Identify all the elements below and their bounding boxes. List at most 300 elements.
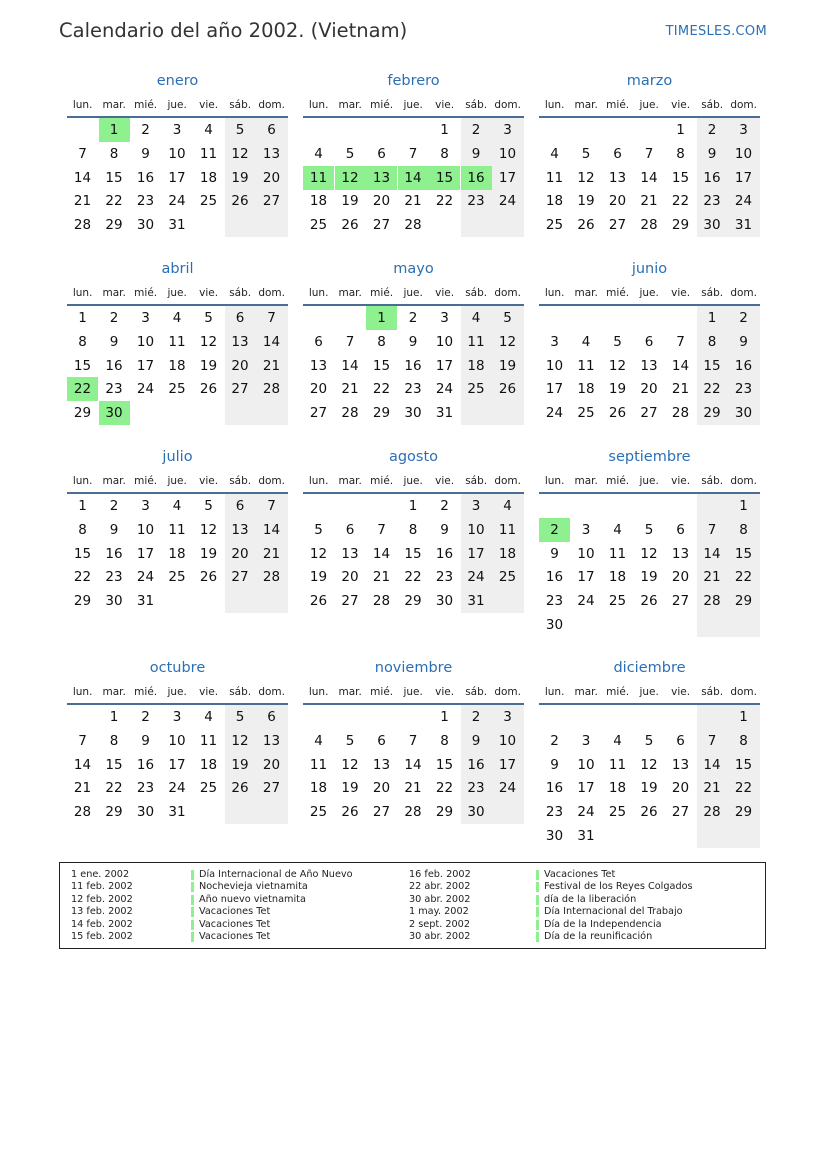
day-cell[interactable]: 22 bbox=[105, 780, 123, 797]
day-cell[interactable]: 4 bbox=[172, 310, 182, 326]
day-cell[interactable]: 3 bbox=[471, 498, 481, 514]
day-cell[interactable]: 10 bbox=[498, 732, 517, 749]
day-cell[interactable]: 16 bbox=[404, 357, 422, 374]
day-cell[interactable]: 3 bbox=[581, 732, 591, 749]
day-cell[interactable]: 27 bbox=[309, 405, 328, 422]
day-cell[interactable]: 8 bbox=[676, 145, 685, 162]
day-cell[interactable]: 21 bbox=[404, 780, 422, 797]
day-cell[interactable]: 2 bbox=[739, 310, 748, 326]
day-cell[interactable]: 18 bbox=[168, 357, 186, 374]
day-cell[interactable]: 14 bbox=[372, 545, 391, 562]
day-cell[interactable]: 15 bbox=[734, 545, 753, 562]
day-cell[interactable]: 5 bbox=[314, 521, 323, 538]
day-cell[interactable]: 8 bbox=[739, 521, 748, 538]
day-cell[interactable]: 12 bbox=[498, 333, 517, 350]
holiday-day-cell[interactable]: 14 bbox=[398, 166, 429, 190]
day-cell[interactable]: 20 bbox=[671, 780, 690, 797]
day-cell[interactable]: 29 bbox=[73, 405, 92, 422]
day-cell[interactable]: 11 bbox=[199, 732, 218, 749]
day-cell[interactable]: 21 bbox=[671, 381, 690, 398]
day-cell[interactable]: 25 bbox=[498, 569, 517, 586]
day-cell[interactable]: 25 bbox=[309, 804, 328, 821]
day-cell[interactable]: 10 bbox=[577, 756, 595, 773]
day-cell[interactable]: 28 bbox=[703, 593, 721, 610]
day-cell[interactable]: 16 bbox=[703, 169, 721, 186]
day-cell[interactable]: 4 bbox=[314, 732, 323, 749]
day-cell[interactable]: 1 bbox=[739, 498, 748, 514]
day-cell[interactable]: 29 bbox=[734, 804, 753, 821]
day-cell[interactable]: 27 bbox=[372, 217, 391, 234]
day-cell[interactable]: 19 bbox=[199, 545, 218, 562]
day-cell[interactable]: 24 bbox=[168, 780, 186, 797]
day-cell[interactable]: 12 bbox=[577, 169, 595, 186]
day-cell[interactable]: 10 bbox=[168, 732, 186, 749]
day-cell[interactable]: 19 bbox=[498, 357, 517, 374]
day-cell[interactable]: 20 bbox=[262, 756, 281, 773]
day-cell[interactable]: 11 bbox=[545, 169, 564, 186]
day-cell[interactable]: 24 bbox=[168, 193, 186, 210]
day-cell[interactable]: 15 bbox=[105, 756, 123, 773]
day-cell[interactable]: 30 bbox=[136, 217, 155, 234]
day-cell[interactable]: 17 bbox=[545, 381, 564, 398]
day-cell[interactable]: 6 bbox=[314, 333, 323, 350]
day-cell[interactable]: 4 bbox=[550, 145, 559, 162]
day-cell[interactable]: 10 bbox=[734, 145, 753, 162]
day-cell[interactable]: 9 bbox=[408, 333, 418, 350]
day-cell[interactable]: 20 bbox=[608, 193, 627, 210]
day-cell[interactable]: 23 bbox=[404, 381, 422, 398]
day-cell[interactable]: 24 bbox=[545, 405, 564, 422]
day-cell[interactable]: 20 bbox=[231, 357, 249, 374]
day-cell[interactable]: 27 bbox=[341, 593, 359, 610]
day-cell[interactable]: 27 bbox=[262, 193, 281, 210]
day-cell[interactable]: 1 bbox=[440, 122, 449, 138]
day-cell[interactable]: 20 bbox=[262, 169, 281, 186]
day-cell[interactable]: 6 bbox=[613, 145, 622, 162]
day-cell[interactable]: 1 bbox=[78, 498, 87, 514]
day-cell[interactable]: 8 bbox=[78, 521, 87, 538]
day-cell[interactable]: 13 bbox=[671, 756, 690, 773]
day-cell[interactable]: 23 bbox=[545, 804, 564, 821]
day-cell[interactable]: 25 bbox=[577, 405, 595, 422]
day-cell[interactable]: 26 bbox=[199, 381, 218, 398]
day-cell[interactable]: 19 bbox=[199, 357, 218, 374]
day-cell[interactable]: 3 bbox=[503, 122, 512, 138]
day-cell[interactable]: 2 bbox=[440, 498, 449, 514]
day-cell[interactable]: 16 bbox=[435, 545, 454, 562]
day-cell[interactable]: 30 bbox=[734, 405, 753, 422]
day-cell[interactable]: 4 bbox=[204, 122, 213, 138]
day-cell[interactable]: 3 bbox=[550, 333, 559, 350]
day-cell[interactable]: 29 bbox=[372, 405, 391, 422]
day-cell[interactable]: 23 bbox=[467, 193, 485, 210]
day-cell[interactable]: 23 bbox=[105, 569, 123, 586]
day-cell[interactable]: 18 bbox=[545, 193, 564, 210]
day-cell[interactable]: 26 bbox=[640, 804, 658, 821]
day-cell[interactable]: 8 bbox=[707, 333, 717, 350]
day-cell[interactable]: 27 bbox=[262, 780, 281, 797]
day-cell[interactable]: 25 bbox=[545, 217, 564, 234]
day-cell[interactable]: 28 bbox=[341, 405, 359, 422]
day-cell[interactable]: 29 bbox=[435, 804, 454, 821]
day-cell[interactable]: 6 bbox=[377, 145, 386, 162]
day-cell[interactable]: 28 bbox=[262, 381, 281, 398]
day-cell[interactable]: 23 bbox=[136, 780, 155, 797]
day-cell[interactable]: 1 bbox=[78, 310, 87, 326]
day-cell[interactable]: 7 bbox=[707, 732, 717, 749]
day-cell[interactable]: 29 bbox=[734, 593, 753, 610]
day-cell[interactable]: 27 bbox=[671, 593, 690, 610]
day-cell[interactable]: 15 bbox=[435, 756, 454, 773]
day-cell[interactable]: 30 bbox=[404, 405, 422, 422]
day-cell[interactable]: 14 bbox=[703, 545, 721, 562]
day-cell[interactable]: 13 bbox=[341, 545, 359, 562]
day-cell[interactable]: 14 bbox=[262, 521, 281, 538]
day-cell[interactable]: 5 bbox=[345, 732, 355, 749]
day-cell[interactable]: 12 bbox=[309, 545, 328, 562]
day-cell[interactable]: 10 bbox=[136, 521, 155, 538]
day-cell[interactable]: 13 bbox=[309, 357, 328, 374]
day-cell[interactable]: 7 bbox=[377, 521, 386, 538]
day-cell[interactable]: 24 bbox=[577, 593, 595, 610]
day-cell[interactable]: 10 bbox=[136, 333, 155, 350]
day-cell[interactable]: 31 bbox=[435, 405, 454, 422]
day-cell[interactable]: 11 bbox=[608, 756, 627, 773]
day-cell[interactable]: 1 bbox=[676, 122, 685, 138]
day-cell[interactable]: 15 bbox=[372, 357, 391, 374]
day-cell[interactable]: 25 bbox=[199, 193, 218, 210]
day-cell[interactable]: 26 bbox=[231, 780, 249, 797]
day-cell[interactable]: 7 bbox=[408, 145, 418, 162]
day-cell[interactable]: 21 bbox=[262, 357, 281, 374]
day-cell[interactable]: 25 bbox=[309, 217, 328, 234]
day-cell[interactable]: 17 bbox=[168, 169, 186, 186]
day-cell[interactable]: 19 bbox=[608, 381, 627, 398]
day-cell[interactable]: 1 bbox=[440, 709, 449, 725]
day-cell[interactable]: 18 bbox=[577, 381, 595, 398]
day-cell[interactable]: 26 bbox=[341, 804, 359, 821]
day-cell[interactable]: 4 bbox=[471, 310, 481, 326]
day-cell[interactable]: 9 bbox=[550, 756, 559, 773]
day-cell[interactable]: 20 bbox=[231, 545, 249, 562]
day-cell[interactable]: 14 bbox=[262, 333, 281, 350]
day-cell[interactable]: 7 bbox=[345, 333, 355, 350]
day-cell[interactable]: 4 bbox=[581, 333, 591, 350]
day-cell[interactable]: 9 bbox=[141, 145, 150, 162]
holiday-day-cell[interactable]: 11 bbox=[303, 166, 334, 190]
day-cell[interactable]: 23 bbox=[136, 193, 155, 210]
day-cell[interactable]: 26 bbox=[498, 381, 517, 398]
day-cell[interactable]: 4 bbox=[204, 709, 213, 725]
day-cell[interactable]: 2 bbox=[471, 122, 481, 138]
day-cell[interactable]: 17 bbox=[577, 780, 595, 797]
day-cell[interactable]: 28 bbox=[73, 804, 92, 821]
day-cell[interactable]: 12 bbox=[199, 521, 218, 538]
day-cell[interactable]: 6 bbox=[644, 333, 654, 350]
holiday-day-cell[interactable]: 1 bbox=[366, 306, 397, 330]
day-cell[interactable]: 2 bbox=[707, 122, 717, 138]
day-cell[interactable]: 21 bbox=[73, 193, 92, 210]
day-cell[interactable]: 21 bbox=[703, 569, 721, 586]
day-cell[interactable]: 29 bbox=[73, 593, 92, 610]
day-cell[interactable]: 22 bbox=[734, 780, 753, 797]
day-cell[interactable]: 5 bbox=[204, 310, 213, 326]
day-cell[interactable]: 26 bbox=[640, 593, 658, 610]
day-cell[interactable]: 12 bbox=[199, 333, 218, 350]
day-cell[interactable]: 3 bbox=[172, 709, 182, 725]
day-cell[interactable]: 3 bbox=[739, 122, 748, 138]
day-cell[interactable]: 29 bbox=[671, 217, 690, 234]
day-cell[interactable]: 24 bbox=[734, 193, 753, 210]
day-cell[interactable]: 14 bbox=[341, 357, 359, 374]
day-cell[interactable]: 11 bbox=[168, 333, 186, 350]
day-cell[interactable]: 18 bbox=[608, 780, 627, 797]
day-cell[interactable]: 15 bbox=[105, 169, 123, 186]
day-cell[interactable]: 18 bbox=[467, 357, 485, 374]
day-cell[interactable]: 30 bbox=[467, 804, 485, 821]
day-cell[interactable]: 21 bbox=[262, 545, 281, 562]
day-cell[interactable]: 15 bbox=[73, 357, 92, 374]
day-cell[interactable]: 11 bbox=[199, 145, 218, 162]
day-cell[interactable]: 7 bbox=[267, 310, 276, 326]
day-cell[interactable]: 22 bbox=[435, 780, 454, 797]
day-cell[interactable]: 21 bbox=[640, 193, 658, 210]
day-cell[interactable]: 15 bbox=[671, 169, 690, 186]
day-cell[interactable]: 23 bbox=[105, 381, 123, 398]
day-cell[interactable]: 16 bbox=[734, 357, 753, 374]
day-cell[interactable]: 4 bbox=[613, 732, 622, 749]
day-cell[interactable]: 8 bbox=[408, 521, 418, 538]
day-cell[interactable]: 19 bbox=[640, 780, 658, 797]
day-cell[interactable]: 16 bbox=[545, 780, 564, 797]
day-cell[interactable]: 2 bbox=[408, 310, 418, 326]
day-cell[interactable]: 30 bbox=[136, 804, 155, 821]
day-cell[interactable]: 10 bbox=[498, 145, 517, 162]
day-cell[interactable]: 29 bbox=[703, 405, 721, 422]
day-cell[interactable]: 17 bbox=[168, 756, 186, 773]
day-cell[interactable]: 31 bbox=[577, 828, 595, 844]
day-cell[interactable]: 9 bbox=[550, 545, 559, 562]
day-cell[interactable]: 2 bbox=[141, 709, 150, 725]
holiday-day-cell[interactable]: 15 bbox=[429, 166, 460, 190]
day-cell[interactable]: 29 bbox=[105, 217, 123, 234]
day-cell[interactable]: 3 bbox=[440, 310, 449, 326]
day-cell[interactable]: 30 bbox=[435, 593, 454, 610]
day-cell[interactable]: 9 bbox=[471, 732, 481, 749]
day-cell[interactable]: 12 bbox=[608, 357, 627, 374]
day-cell[interactable]: 16 bbox=[467, 756, 485, 773]
day-cell[interactable]: 22 bbox=[435, 193, 454, 210]
day-cell[interactable]: 18 bbox=[608, 569, 627, 586]
day-cell[interactable]: 21 bbox=[703, 780, 721, 797]
day-cell[interactable]: 8 bbox=[440, 145, 449, 162]
day-cell[interactable]: 27 bbox=[608, 217, 627, 234]
day-cell[interactable]: 1 bbox=[408, 498, 418, 514]
day-cell[interactable]: 22 bbox=[703, 381, 721, 398]
day-cell[interactable]: 14 bbox=[703, 756, 721, 773]
day-cell[interactable]: 23 bbox=[545, 593, 564, 610]
day-cell[interactable]: 22 bbox=[105, 193, 123, 210]
day-cell[interactable]: 27 bbox=[231, 381, 249, 398]
day-cell[interactable]: 10 bbox=[577, 545, 595, 562]
day-cell[interactable]: 4 bbox=[613, 521, 622, 538]
day-cell[interactable]: 4 bbox=[172, 498, 182, 514]
day-cell[interactable]: 26 bbox=[199, 569, 218, 586]
day-cell[interactable]: 17 bbox=[435, 357, 454, 374]
day-cell[interactable]: 7 bbox=[78, 145, 87, 162]
holiday-day-cell[interactable]: 12 bbox=[335, 166, 366, 190]
day-cell[interactable]: 24 bbox=[435, 381, 454, 398]
day-cell[interactable]: 28 bbox=[671, 405, 690, 422]
day-cell[interactable]: 19 bbox=[640, 569, 658, 586]
day-cell[interactable]: 19 bbox=[309, 569, 328, 586]
day-cell[interactable]: 8 bbox=[440, 732, 449, 749]
day-cell[interactable]: 3 bbox=[503, 709, 512, 725]
day-cell[interactable]: 10 bbox=[435, 333, 454, 350]
day-cell[interactable]: 6 bbox=[676, 521, 685, 538]
day-cell[interactable]: 11 bbox=[309, 756, 328, 773]
day-cell[interactable]: 8 bbox=[739, 732, 748, 749]
day-cell[interactable]: 5 bbox=[235, 709, 245, 725]
day-cell[interactable]: 22 bbox=[372, 381, 391, 398]
day-cell[interactable]: 4 bbox=[314, 145, 323, 162]
day-cell[interactable]: 1 bbox=[707, 310, 717, 326]
day-cell[interactable]: 5 bbox=[581, 145, 591, 162]
day-cell[interactable]: 22 bbox=[734, 569, 753, 586]
day-cell[interactable]: 31 bbox=[467, 593, 485, 610]
day-cell[interactable]: 19 bbox=[577, 193, 595, 210]
day-cell[interactable]: 11 bbox=[608, 545, 627, 562]
day-cell[interactable]: 24 bbox=[577, 804, 595, 821]
day-cell[interactable]: 5 bbox=[204, 498, 213, 514]
day-cell[interactable]: 8 bbox=[377, 333, 386, 350]
day-cell[interactable]: 19 bbox=[231, 169, 249, 186]
day-cell[interactable]: 22 bbox=[404, 569, 422, 586]
day-cell[interactable]: 2 bbox=[141, 122, 150, 138]
day-cell[interactable]: 13 bbox=[671, 545, 690, 562]
day-cell[interactable]: 18 bbox=[199, 756, 218, 773]
day-cell[interactable]: 7 bbox=[707, 521, 717, 538]
day-cell[interactable]: 25 bbox=[168, 381, 186, 398]
day-cell[interactable]: 10 bbox=[168, 145, 186, 162]
day-cell[interactable]: 23 bbox=[435, 569, 454, 586]
day-cell[interactable]: 3 bbox=[141, 310, 150, 326]
day-cell[interactable]: 7 bbox=[267, 498, 276, 514]
day-cell[interactable]: 17 bbox=[136, 357, 155, 374]
day-cell[interactable]: 6 bbox=[235, 498, 245, 514]
day-cell[interactable]: 28 bbox=[372, 593, 391, 610]
day-cell[interactable]: 26 bbox=[231, 193, 249, 210]
day-cell[interactable]: 19 bbox=[231, 756, 249, 773]
day-cell[interactable]: 9 bbox=[440, 521, 449, 538]
day-cell[interactable]: 14 bbox=[73, 169, 92, 186]
day-cell[interactable]: 15 bbox=[734, 756, 753, 773]
day-cell[interactable]: 21 bbox=[404, 193, 422, 210]
day-cell[interactable]: 24 bbox=[136, 569, 155, 586]
day-cell[interactable]: 23 bbox=[467, 780, 485, 797]
day-cell[interactable]: 21 bbox=[73, 780, 92, 797]
day-cell[interactable]: 21 bbox=[372, 569, 391, 586]
day-cell[interactable]: 28 bbox=[262, 569, 281, 586]
day-cell[interactable]: 6 bbox=[676, 732, 685, 749]
day-cell[interactable]: 17 bbox=[498, 169, 517, 186]
day-cell[interactable]: 13 bbox=[640, 357, 658, 374]
holiday-day-cell[interactable]: 22 bbox=[67, 377, 98, 401]
day-cell[interactable]: 13 bbox=[608, 169, 627, 186]
day-cell[interactable]: 9 bbox=[109, 521, 119, 538]
brand-link[interactable]: TIMESLES.COM bbox=[665, 24, 767, 39]
day-cell[interactable]: 12 bbox=[640, 756, 658, 773]
day-cell[interactable]: 27 bbox=[231, 569, 249, 586]
day-cell[interactable]: 13 bbox=[262, 145, 281, 162]
day-cell[interactable]: 8 bbox=[78, 333, 87, 350]
day-cell[interactable]: 22 bbox=[73, 569, 92, 586]
day-cell[interactable]: 29 bbox=[404, 593, 422, 610]
holiday-day-cell[interactable]: 1 bbox=[99, 118, 130, 142]
day-cell[interactable]: 19 bbox=[341, 193, 359, 210]
day-cell[interactable]: 10 bbox=[467, 521, 485, 538]
day-cell[interactable]: 2 bbox=[471, 709, 481, 725]
day-cell[interactable]: 9 bbox=[109, 333, 119, 350]
day-cell[interactable]: 12 bbox=[231, 732, 249, 749]
day-cell[interactable]: 6 bbox=[377, 732, 386, 749]
day-cell[interactable]: 20 bbox=[341, 569, 359, 586]
day-cell[interactable]: 16 bbox=[105, 357, 123, 374]
day-cell[interactable]: 29 bbox=[105, 804, 123, 821]
day-cell[interactable]: 1 bbox=[739, 709, 748, 725]
day-cell[interactable]: 23 bbox=[703, 193, 721, 210]
day-cell[interactable]: 30 bbox=[703, 217, 721, 234]
day-cell[interactable]: 7 bbox=[676, 333, 685, 350]
day-cell[interactable]: 28 bbox=[703, 804, 721, 821]
day-cell[interactable]: 17 bbox=[467, 545, 485, 562]
day-cell[interactable]: 26 bbox=[577, 217, 595, 234]
holiday-day-cell[interactable]: 2 bbox=[539, 518, 570, 542]
day-cell[interactable]: 31 bbox=[168, 217, 186, 234]
day-cell[interactable]: 20 bbox=[640, 381, 658, 398]
day-cell[interactable]: 31 bbox=[734, 217, 753, 234]
day-cell[interactable]: 16 bbox=[105, 545, 123, 562]
day-cell[interactable]: 6 bbox=[267, 122, 276, 138]
day-cell[interactable]: 10 bbox=[545, 357, 564, 374]
day-cell[interactable]: 15 bbox=[73, 545, 92, 562]
day-cell[interactable]: 6 bbox=[235, 310, 245, 326]
day-cell[interactable]: 16 bbox=[545, 569, 564, 586]
day-cell[interactable]: 2 bbox=[550, 732, 559, 749]
day-cell[interactable]: 11 bbox=[168, 521, 186, 538]
day-cell[interactable]: 1 bbox=[109, 709, 119, 725]
day-cell[interactable]: 4 bbox=[503, 498, 512, 514]
day-cell[interactable]: 12 bbox=[231, 145, 249, 162]
day-cell[interactable]: 28 bbox=[404, 804, 422, 821]
day-cell[interactable]: 24 bbox=[498, 193, 517, 210]
day-cell[interactable]: 18 bbox=[199, 169, 218, 186]
day-cell[interactable]: 9 bbox=[707, 145, 717, 162]
day-cell[interactable]: 20 bbox=[309, 381, 328, 398]
day-cell[interactable]: 25 bbox=[168, 569, 186, 586]
day-cell[interactable]: 22 bbox=[671, 193, 690, 210]
day-cell[interactable]: 11 bbox=[577, 357, 595, 374]
holiday-day-cell[interactable]: 13 bbox=[366, 166, 397, 190]
day-cell[interactable]: 31 bbox=[168, 804, 186, 821]
day-cell[interactable]: 13 bbox=[231, 333, 249, 350]
day-cell[interactable]: 20 bbox=[372, 780, 391, 797]
day-cell[interactable]: 25 bbox=[608, 593, 627, 610]
day-cell[interactable]: 16 bbox=[136, 169, 155, 186]
day-cell[interactable]: 17 bbox=[577, 569, 595, 586]
holiday-day-cell[interactable]: 16 bbox=[461, 166, 492, 190]
day-cell[interactable]: 25 bbox=[199, 780, 218, 797]
